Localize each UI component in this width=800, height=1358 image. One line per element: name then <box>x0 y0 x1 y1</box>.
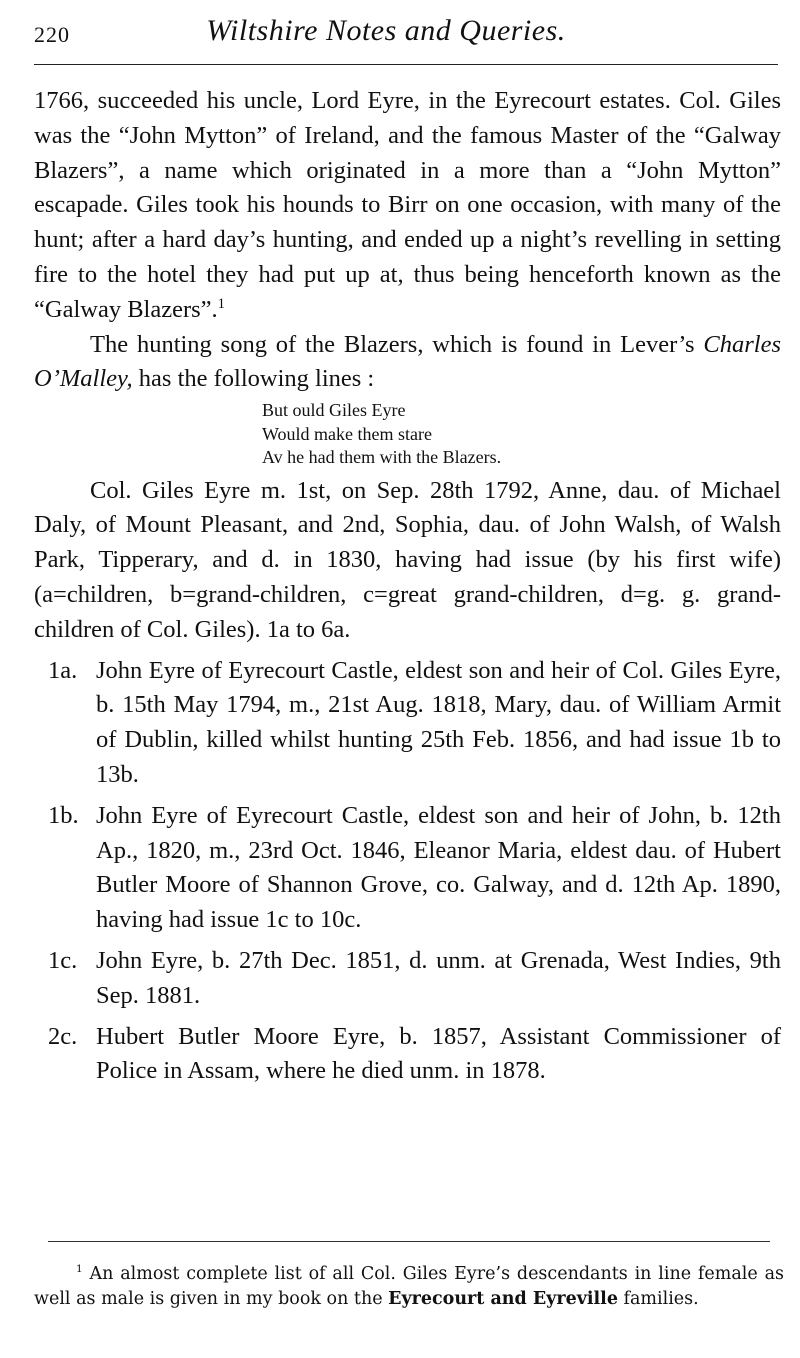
footnote-rule <box>48 1241 770 1242</box>
entry-label: 1a. <box>48 656 78 684</box>
entry-label: 1c. <box>48 947 78 975</box>
entry-text: John Eyre of Eyrecourt Castle, eldest son and heir of Col. Giles Eyre, b. 15th May 1794, m., 21st Aug. 1818, Mary, dau. of William Armit of Dublin, killed whilst hunting 25th Feb. 1856, and had issue 1b to 13b. <box>96 656 781 789</box>
footnote-bold-text: Eyrecourt and Eyreville <box>388 1289 618 1309</box>
paragraph-1 <box>34 84 781 328</box>
paragraph-3: Col. Giles Eyre m. 1st, on Sep. 28th 1792, Anne, dau. of Michael Daly, of Mount Pleasant, and 2nd, Sophia, dau. of John Walsh, of Walsh Park, Tipperary, and d. in 1830, having had issue (by his first wife) (a=children, b=grand-children, c=great grand-children, d=g. g. grand-children of Col. Giles). 1a to 6a. <box>34 476 781 643</box>
verse-line: Would make them stare <box>262 423 432 444</box>
footnote-marker: 1 <box>76 1263 83 1276</box>
song-verse <box>262 397 781 474</box>
entry-text: Hubert Butler Moore Eyre, b. 1857, Assistant Commissioner of Police in Assam, where he died unm. in 1878. <box>96 1022 781 1085</box>
footnote-text: An almost complete list of all Col. Giles Eyre’s descendants in line female as well as male is given in my book on the <box>34 1264 784 1309</box>
entry-text: John Eyre, b. 27th Dec. 1851, d. unm. at Grenada, West Indies, 9th Sep. 1881. <box>96 947 781 1009</box>
footnote-ref: 1 <box>217 295 225 312</box>
entry-label: 2c. <box>48 1022 78 1050</box>
paragraph-1-text: 1766, succeeded his uncle, Lord Eyre, in the Eyrecourt estates. Col. Giles was the “John Mytton” of Ireland, and the famous Master of the “Galway Blazers”, a name which originated in a more than a “John Mytton” escapade. Giles took his hounds to Birr on one occasion, with many of the hunt; after a hard day’s hunting, and ended up a night’s revelling in setting fire to the hotel they had put up at, thus being henceforth known as the “Galway Blazers”. <box>34 87 781 323</box>
running-header <box>34 14 778 50</box>
genealogy-entry <box>34 654 781 793</box>
verse-line: But ould Giles Eyre <box>262 400 406 421</box>
paragraph-2 <box>34 328 781 398</box>
paragraph-2-text: The hunting song of the Blazers, which is found in Lever’s <box>90 330 704 358</box>
footnote-tail: families. <box>617 1289 699 1309</box>
header-rule <box>34 64 778 65</box>
genealogy-entry <box>34 944 781 1014</box>
page-number: 220 <box>34 22 70 47</box>
genealogy-entry <box>34 1020 781 1090</box>
entry-text: John Eyre of Eyrecourt Castle, eldest son and heir of John, b. 12th Ap., 1820, m., 23rd Oct. 1846, Eleanor Maria, eldest dau. of Hubert Butler Moore of Shannon Grove, co. Galway, and d. 12th Ap. 1890, having had issue 1c to 10c. <box>96 801 781 934</box>
genealogy-entry <box>34 799 781 938</box>
footnote <box>34 1262 784 1312</box>
running-title: Wiltshire Notes and Queries. <box>206 14 566 47</box>
book-title: Charles O’Malley, <box>34 330 781 393</box>
verse-line: Av he had them with the Blazers. <box>262 447 502 468</box>
paragraph-2-tail: has the following lines : <box>132 365 375 393</box>
main-text <box>34 84 781 1089</box>
entry-label: 1b. <box>48 801 79 829</box>
